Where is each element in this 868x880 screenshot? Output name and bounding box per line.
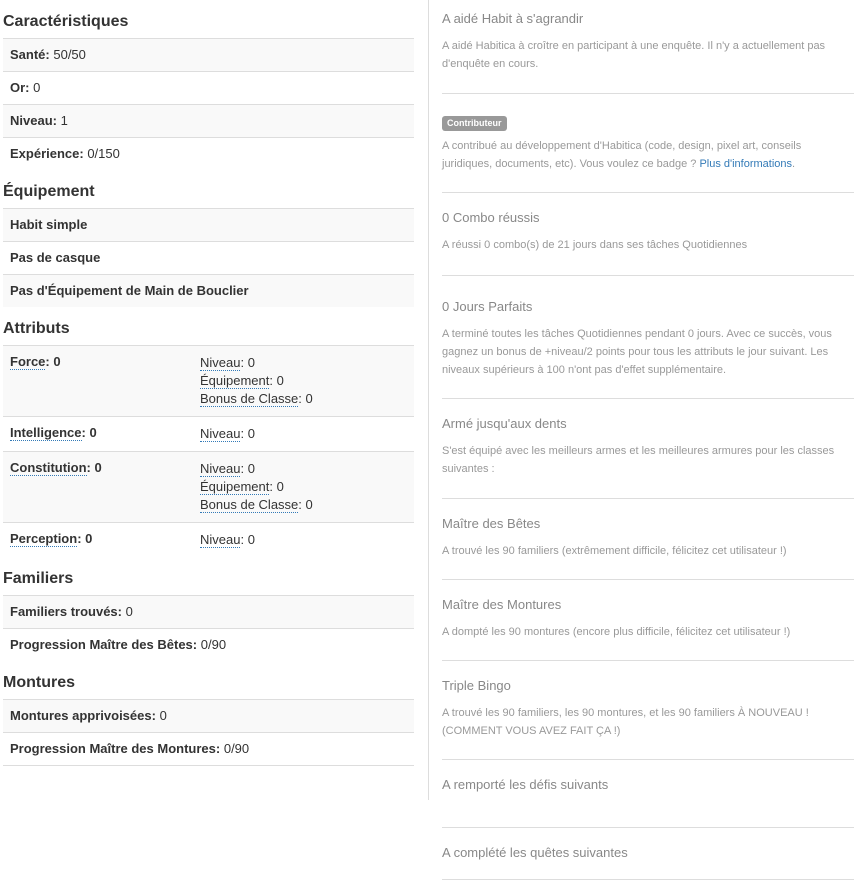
strength-value: 0 — [53, 354, 61, 369]
constitution-label[interactable]: Constitution — [10, 460, 87, 475]
mounts-tamed-label: Montures apprivoisées: — [10, 708, 156, 723]
gold-label: Or: — [10, 80, 30, 95]
achievement-armed-to-teeth — [442, 399, 854, 499]
experience-row — [3, 137, 414, 170]
constitution-value: 0 — [94, 460, 102, 475]
health-label: Santé: — [10, 47, 50, 62]
attribute-row-intelligence: Intelligence: 0 Niveau: 0 — [3, 416, 414, 451]
constitution-class-bonus-value: 0 — [305, 497, 313, 512]
attribute-row-constitution: Constitution: 0 Niveau: 0 Équipement: 0 Bonus de Classe: 0 — [3, 451, 414, 522]
health-row — [3, 38, 414, 71]
mounts-tamed-value: 0 — [159, 708, 167, 723]
gold-value: 0 — [33, 80, 41, 95]
achievement-title: A remporté les défis suivants — [442, 777, 609, 792]
more-info-link[interactable]: Plus d'informations — [699, 158, 793, 170]
contributor-badge: Contributeur — [442, 116, 507, 131]
constitution-level-label[interactable]: Niveau — [200, 461, 241, 476]
pets-heading: Familiers — [3, 570, 74, 587]
attributes-heading: Attributs — [3, 320, 70, 337]
achievement-title: A aidé Habit à s'agrandir — [442, 11, 584, 26]
achievement-title: Triple Bingo — [442, 678, 511, 693]
strength-class-bonus-label[interactable]: Bonus de Classe — [200, 391, 299, 406]
intelligence-level-value: 0 — [247, 426, 255, 441]
equipment-armor: Habit simple — [10, 217, 88, 232]
constitution-level-value: 0 — [247, 461, 255, 476]
strength-equipment-value: 0 — [276, 373, 284, 388]
equipment-shield-row — [3, 274, 414, 307]
experience-value: 0/150 — [87, 146, 120, 161]
achievement-mount-master — [442, 580, 854, 661]
achievement-title: A complété les quêtes suivantes — [442, 845, 628, 860]
intelligence-label[interactable]: Intelligence — [10, 425, 82, 440]
mounts-tamed-row — [3, 699, 414, 732]
achievement-triple-bingo — [442, 661, 854, 760]
level-value: 1 — [60, 113, 68, 128]
achievement-contributor — [442, 94, 854, 193]
beast-mastery-value: 0/90 — [200, 637, 227, 652]
constitution-equipment-value: 0 — [276, 479, 284, 494]
mounts-heading: Montures — [3, 674, 75, 691]
health-value: 50/50 — [53, 47, 86, 62]
strength-class-bonus-value: 0 — [305, 391, 313, 406]
perception-level-value: 0 — [247, 532, 255, 547]
characteristics-heading: Caractéristiques — [3, 13, 129, 30]
achievement-quests-completed — [442, 828, 854, 880]
achievement-description: A trouvé les 90 familiers (extrêmement difficile, félicitez cet utilisateur !) — [442, 545, 787, 557]
pets-found-row — [3, 595, 414, 628]
achievement-beast-master — [442, 499, 854, 580]
achievement-description: A aidé Habitica à croître en participant à une enquête. Il n'y a actuellement pas d'enquête en cours. — [442, 40, 826, 70]
intelligence-value: 0 — [89, 425, 97, 440]
beast-mastery-label: Progression Maître des Bêtes: — [10, 637, 198, 652]
intelligence-level-label[interactable]: Niveau — [200, 426, 241, 441]
achievement-title: 0 Combo réussis — [442, 210, 540, 225]
mount-mastery-row — [3, 732, 414, 765]
constitution-class-bonus-label[interactable]: Bonus de Classe — [200, 497, 299, 512]
achievement-perfect-days — [442, 276, 854, 399]
attribute-row-perception: Perception: 0 Niveau: 0 — [3, 522, 414, 557]
achievement-description: A trouvé les 90 familiers, les 90 montures, et les 90 familiers À NOUVEAU ! (COMMENT VOUS AVEZ FAIT ÇA !) — [442, 707, 809, 737]
experience-label: Expérience: — [10, 146, 84, 161]
perception-label[interactable]: Perception — [10, 531, 78, 546]
pets-found-value: 0 — [125, 604, 133, 619]
strength-label[interactable]: Force — [10, 354, 46, 369]
achievement-combo — [442, 193, 854, 276]
strength-level-label[interactable]: Niveau — [200, 355, 241, 370]
mount-mastery-label: Progression Maître des Montures: — [10, 741, 221, 756]
strength-level-value: 0 — [247, 355, 255, 370]
achievement-description: A réussi 0 combo(s) de 21 jours dans ses tâches Quotidiennes — [442, 239, 748, 251]
equipment-heading: Équipement — [3, 183, 95, 200]
attribute-row-strength: Force: 0 Niveau: 0 Équipement: 0 Bonus de Classe: 0 — [3, 345, 414, 416]
gold-row — [3, 71, 414, 104]
achievement-challenges-won — [442, 760, 854, 828]
achievements-column — [442, 0, 854, 880]
level-label: Niveau: — [10, 113, 57, 128]
achievement-description: A dompté les 90 montures (encore plus difficile, félicitez cet utilisateur !) — [442, 626, 791, 638]
achievement-title: 0 Jours Parfaits — [442, 299, 533, 314]
stats-bottom-divider — [3, 765, 414, 766]
achievement-description: A terminé toutes les tâches Quotidiennes pendant 0 jours. Avec ce succès, vous gagnez un bonus de +niveau/2 points pour tous les attributs le jour suivant. Les niveaux supérieurs à 100 n'ont pas d'effet supplémentaire. — [442, 328, 832, 376]
achievement-title: Armé jusqu'aux dents — [442, 416, 567, 431]
constitution-equipment-label[interactable]: Équipement — [200, 479, 270, 494]
mount-mastery-value: 0/90 — [223, 741, 250, 756]
equipment-armor-row — [3, 208, 414, 241]
achievement-title: Maître des Bêtes — [442, 516, 541, 531]
perception-level-label[interactable]: Niveau — [200, 532, 241, 547]
level-row — [3, 104, 414, 137]
column-divider — [428, 0, 429, 800]
achievement-description: A contribué au développement d'Habitica (code, design, pixel art, conseils juridiques, documents, etc). Vous voulez ce badge ? Plus d'informations. — [442, 140, 802, 170]
strength-equipment-label[interactable]: Équipement — [200, 373, 270, 388]
beast-mastery-row — [3, 628, 414, 661]
pets-found-label: Familiers trouvés: — [10, 604, 122, 619]
equipment-shield: Pas d'Équipement de Main de Bouclier — [10, 283, 249, 298]
stats-column — [3, 0, 414, 766]
achievement-description: S'est équipé avec les meilleurs armes et les meilleures armures pour les classes suivantes : — [442, 445, 835, 475]
achievement-title: Maître des Montures — [442, 597, 562, 612]
equipment-head-row — [3, 241, 414, 274]
perception-value: 0 — [85, 531, 93, 546]
equipment-head: Pas de casque — [10, 250, 101, 265]
achievement-helped-habit-grow — [442, 0, 854, 94]
